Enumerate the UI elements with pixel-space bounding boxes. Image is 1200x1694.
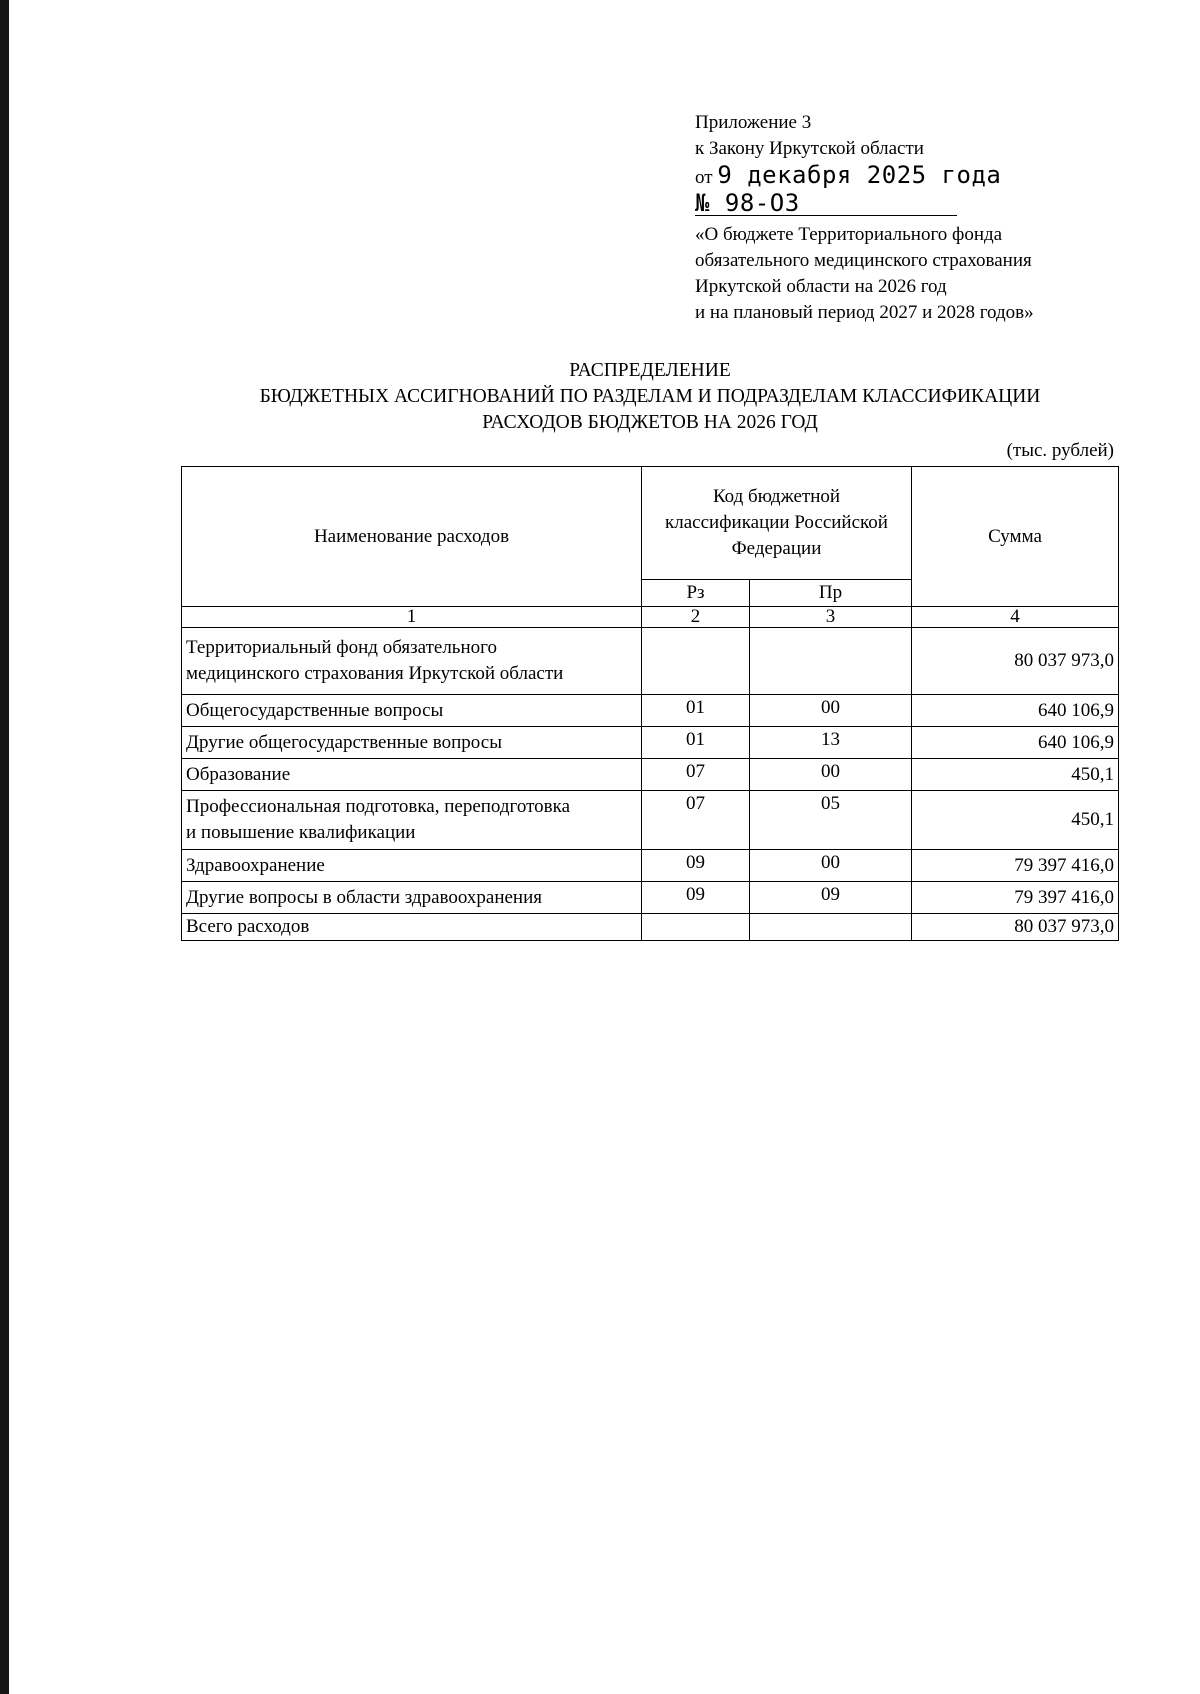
appendix-block	[695, 110, 1034, 326]
row-name-line: Территориальный фонд обязательного	[186, 637, 497, 658]
row-sum: 640 106,9	[912, 695, 1119, 727]
law-name-line-1: «О бюджете Территориального фонда	[695, 224, 1003, 245]
header-code	[642, 467, 912, 580]
header-code-line-2: классификации Российской	[665, 512, 888, 533]
table-row	[182, 628, 1119, 695]
row-pr: 00	[750, 850, 912, 882]
header-code-line-1: Код бюджетной	[712, 486, 841, 507]
total-sum: 80 037 973,0	[912, 914, 1119, 941]
appendix-law-reference: к Закону Иркутской области	[695, 138, 924, 159]
title-line-2: БЮДЖЕТНЫХ АССИГНОВАНИЙ ПО РАЗДЕЛАМ И ПОДРАЗДЕЛАМ КЛАССИФИКАЦИИ	[259, 386, 1041, 407]
row-name-line: Профессиональная подготовка, переподготовка	[186, 796, 571, 817]
row-rz	[642, 628, 750, 695]
appendix-number-line	[695, 191, 1034, 222]
header-code-line-3: Федерации	[731, 538, 822, 559]
row-sum: 450,1	[912, 791, 1119, 850]
row-sum: 79 397 416,0	[912, 882, 1119, 914]
row-sum: 450,1	[912, 759, 1119, 791]
row-rz: 01	[642, 727, 750, 759]
row-rz: 07	[642, 791, 750, 850]
total-label: Всего расходов	[182, 914, 642, 941]
law-name-line-3: Иркутской области на 2026 год	[695, 276, 947, 297]
law-date: 9 декабря 2025 года	[717, 161, 1002, 189]
scan-left-edge	[0, 0, 9, 1694]
row-pr: 00	[750, 695, 912, 727]
row-name	[182, 628, 642, 695]
row-rz: 09	[642, 850, 750, 882]
row-sum: 79 397 416,0	[912, 850, 1119, 882]
column-number: 1	[182, 607, 642, 628]
units-label: (тыс. рублей)	[1006, 440, 1114, 461]
row-name: Общегосударственные вопросы	[182, 695, 642, 727]
row-name: Образование	[182, 759, 642, 791]
appendix-title: Приложение 3	[695, 112, 812, 133]
law-name-line-2: обязательного медицинского страхования	[695, 250, 1032, 271]
row-pr: 05	[750, 791, 912, 850]
row-name: Здравоохранение	[182, 850, 642, 882]
table-row	[182, 759, 1119, 791]
header-pr: Пр	[750, 580, 912, 607]
row-rz: 07	[642, 759, 750, 791]
row-rz: 09	[642, 882, 750, 914]
table-row	[182, 791, 1119, 850]
row-sum: 80 037 973,0	[912, 628, 1119, 695]
row-name-line: медицинского страхования Иркутской области	[186, 663, 564, 684]
header-name: Наименование расходов	[182, 467, 642, 607]
title-line-3: РАСХОДОВ БЮДЖЕТОВ НА 2026 ГОД	[482, 412, 818, 433]
document-title	[150, 358, 1150, 436]
row-pr: 09	[750, 882, 912, 914]
title-line-1: РАСПРЕДЕЛЕНИЕ	[569, 360, 731, 381]
appendix-date-line	[695, 162, 1034, 191]
header-sum: Сумма	[912, 467, 1119, 607]
header-row	[182, 467, 1119, 580]
row-name: Другие вопросы в области здравоохранения	[182, 882, 642, 914]
table-row	[182, 882, 1119, 914]
table-row	[182, 727, 1119, 759]
header-rz: Рз	[642, 580, 750, 607]
row-pr: 13	[750, 727, 912, 759]
date-prefix: от	[695, 167, 713, 188]
table-row	[182, 850, 1119, 882]
column-number: 2	[642, 607, 750, 628]
budget-table	[181, 466, 1119, 941]
total-row	[182, 914, 1119, 941]
law-number: № 98-ОЗ	[695, 191, 957, 216]
column-number: 4	[912, 607, 1119, 628]
row-name-line: и повышение квалификации	[186, 822, 416, 843]
law-name-line-4: и на плановый период 2027 и 2028 годов»	[695, 302, 1034, 323]
row-rz	[642, 914, 750, 941]
row-sum: 640 106,9	[912, 727, 1119, 759]
row-pr	[750, 914, 912, 941]
row-rz: 01	[642, 695, 750, 727]
row-name: Другие общегосударственные вопросы	[182, 727, 642, 759]
column-number: 3	[750, 607, 912, 628]
row-pr: 00	[750, 759, 912, 791]
table-row	[182, 695, 1119, 727]
row-pr	[750, 628, 912, 695]
column-number-row	[182, 607, 1119, 628]
row-name	[182, 791, 642, 850]
